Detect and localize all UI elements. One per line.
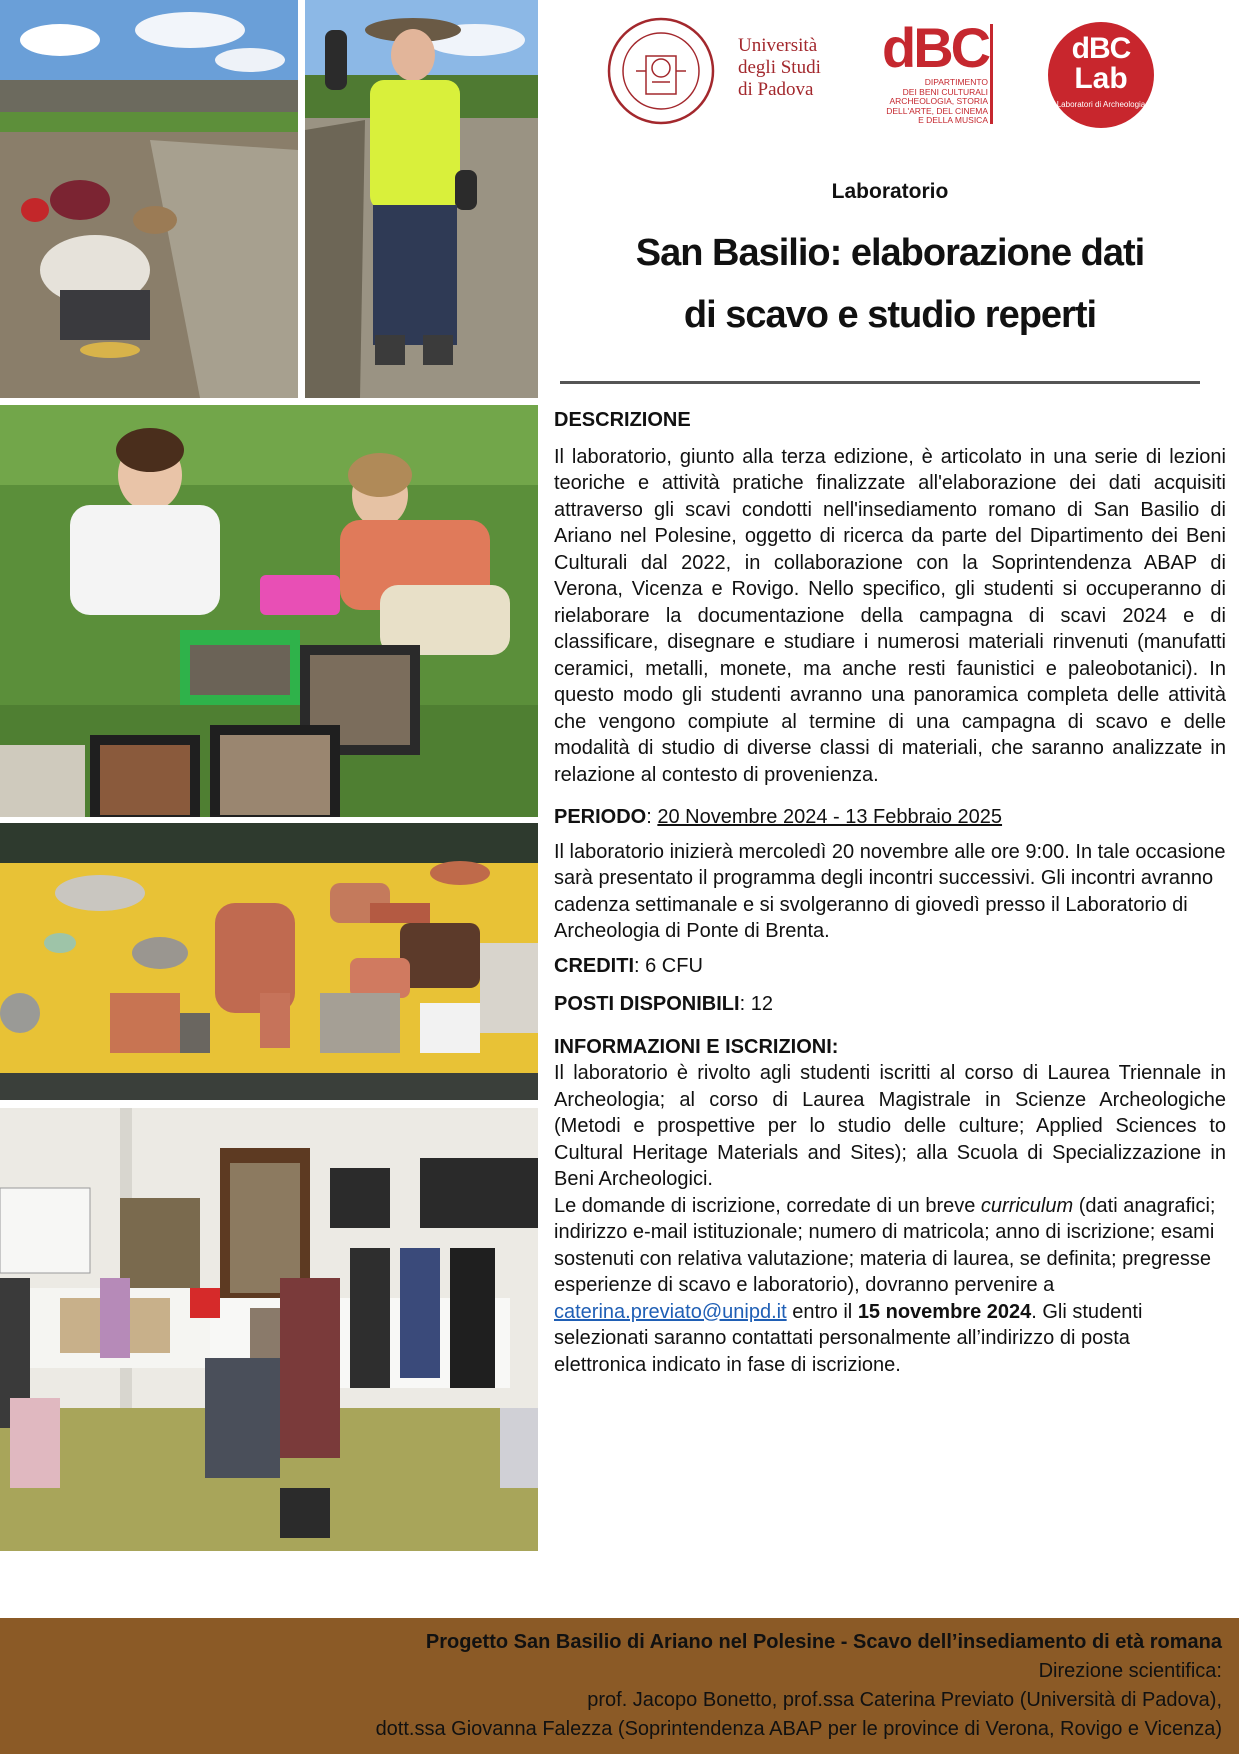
deadline-date: 15 novembre 2024 (857, 1300, 1032, 1323)
crediti-label: CREDITI (554, 954, 634, 977)
info-text-eligibility: Il laboratorio è rivolto agli studenti iscritti al corso di Laurea Triennale in Archeologia; al corso di Laurea Magistrale in Scienze Archeologiche (Metodi e prospettive per lo studio delle culture; Applied Sciences to Cultural Heritage Materials and Sites); alla Scuola di Specializzazione in Beni Archeologici. (554, 1062, 1226, 1190)
crediti-line: CREDITI: 6 CFU (554, 954, 703, 977)
footer-project: Progetto San Basilio di Ariano nel Polesine - Scavo dell’insediamento di età romana (425, 1631, 1222, 1653)
periodo-value: 20 Novembre 2024 - 13 Febbraio 2025 (657, 806, 1003, 828)
photo-classroom-lab (0, 1108, 538, 1551)
descrizione-text: Il laboratorio, giunto alla terza edizione, è articolato in una serie di lezioni teoriche e attività pratiche finalizzate all'elaborazione dei dati acquisiti attraverso gli scavi condotti nell'insediamento romano di San Basilio di Ariano nel Polesine, oggetto di ricerca da parte del Dipartimento dei Beni Culturali dal 2022, in collaborazione con la Soprintendenza ABAP di Verona, Vicenza e Rovigo. Nello specifico, gli studenti si occuperanno di rielaborare la documentazione della campagna di scavi 2024 e di classificare, disegnare e studiare i numerosi materiali rinvenuti (manufatti ceramici, metalli, monete, ma anche resti faunistici e paleobotanici). In questo modo gli studenti avranno una panoramica completa delle attività che vengono compiute al termine di una campagna di scavo e delle modalità di studio di diverse classi di materiali, che saranno analizzate in relazione al contesto di provenienza. (554, 445, 1226, 786)
dbc-lab-logo: dBC Lab Laboratori di Archeologia (1048, 22, 1154, 128)
info-text-application: Le domande di iscrizione, corredate di un breve curriculum (dati anagrafici; indirizzo e-mail istituzionale; numero di matricola; anno di iscrizione; esami sostenuti con relativa valutazione; materia di laurea, se definita; pregresse esperienze di scavo e laboratorio), dovranno pervenire a caterina.previato@unipd.it entro il 15 novembre 2024. Gli studenti selezionati saranno contattati personalmente all’indirizzo di posta elettronica indicato in fase di iscrizione. (554, 1194, 1216, 1376)
curriculum-term: curriculum (980, 1194, 1074, 1217)
contact-email-link[interactable]: caterina.previato@unipd.it (554, 1300, 787, 1323)
periodo-text: Il laboratorio inizierà mercoledì 20 novembre alle ore 9:00. In tale occasione sarà presentato il programma degli incontri successivi. Gli incontri avranno cadenza settimanale e si svolgeranno di giovedì presso il Laboratorio di Archeologia di Ponte di Brenta. (554, 840, 1226, 942)
footer-band (0, 1618, 1239, 1754)
periodo-line: PERIODO: 20 Novembre 2024 - 13 Febbraio 2025 (554, 806, 1003, 828)
photo-students-sorting-finds (0, 405, 538, 817)
footer-directors-1: prof. Jacopo Bonetto, prof.ssa Caterina Previato (Università di Padova), (587, 1689, 1222, 1711)
periodo-label: PERIODO (554, 806, 647, 828)
posti-value: 12 (750, 993, 773, 1015)
title-divider (560, 381, 1200, 384)
dbc-department-logo (880, 16, 998, 128)
info-heading: INFORMAZIONI E ISCRIZIONI: (554, 1035, 839, 1058)
photo-excavation-digging (0, 0, 298, 398)
posti-label: POSTI DISPONIBILI (554, 993, 740, 1015)
photo-finds-on-table (0, 823, 538, 1100)
posti-line: POSTI DISPONIBILI: 12 (554, 993, 773, 1015)
university-seal-logo (606, 16, 716, 126)
dbc-department-name: DIPARTIMENTO DEI BENI CULTURALI ARCHEOLOGIA, STORIA DELL'ARTE, DEL CINEMA E DELLA MUSICA (886, 77, 988, 125)
main-content (554, 407, 1226, 1378)
dbc-mark: dBC (882, 16, 989, 79)
page-kicker: Laboratorio (831, 180, 949, 203)
footer-directors-2: dott.ssa Giovanna Falezza (Soprintendenza ABAP per le province di Verona, Rovigo e Vicenza) (375, 1718, 1222, 1740)
crediti-value: 6 CFU (645, 954, 703, 977)
page-title: San Basilio: elaborazione dati di scavo e studio reperti (635, 232, 1145, 336)
university-name-logo: Università degli Studi di Padova (738, 35, 821, 100)
descrizione-heading: DESCRIZIONE (554, 409, 691, 431)
footer-direzione: Direzione scientifica: (1038, 1660, 1222, 1682)
photo-worker-waving (305, 0, 538, 398)
